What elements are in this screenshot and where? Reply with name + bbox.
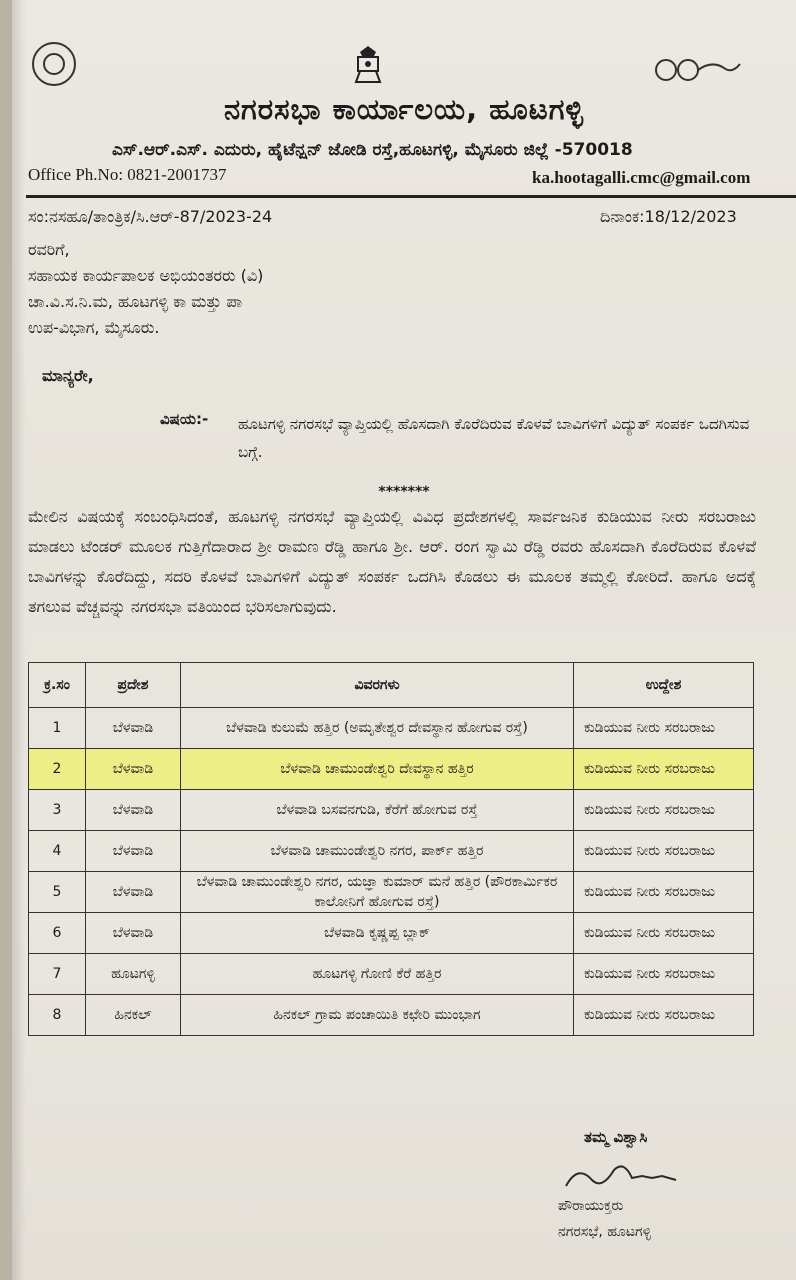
row-detail: ಬೆಳವಾಡಿ ಚಾಮುಂಡೇಶ್ವರಿ ನಗರ, ಯಜ್ಞಾ ಕುಮಾರ್ ಮನೆ ಹತ್ತಿರ (ಪೌರಕಾರ್ಮಿಕರ ಕಾಲೋನಿಗೆ ಹೋಗುವ ರಸ್ತೆ): [181, 872, 574, 913]
row-purpose: ಕುಡಿಯುವ ನೀರು ಸರಬರಾಜು: [574, 749, 754, 790]
row-sl: 3: [29, 790, 86, 831]
row-sl: 5: [29, 872, 86, 913]
recipient-line-2: ಚಾ.ವಿ.ಸ.ನಿ.ಮ, ಹೂಟಗಳ್ಳಿ ಕಾ ಮತ್ತು ಪಾ: [28, 292, 243, 311]
row-purpose: ಕುಡಿಯುವ ನೀರು ಸರಬರಾಜು: [574, 954, 754, 995]
header-details: ವಿವರಗಳು: [181, 663, 574, 708]
letter-page: [12, 0, 796, 1280]
row-detail: ಬೆಳವಾಡಿ ಚಾಮುಂಡೇಶ್ವರಿ ದೇವಸ್ಥಾನ ಹತ್ತಿರ: [181, 749, 574, 790]
row-detail: ಹಿನಕಲ್ ಗ್ರಾಮ ಪಂಚಾಯಿತಿ ಕಛೇರಿ ಮುಂಭಾಗ: [181, 995, 574, 1036]
table-row: [29, 790, 754, 831]
table-row: [29, 708, 754, 749]
row-detail: ಬೆಳವಾಡಿ ಕೃಷ್ಣಪ್ಪ ಬ್ಲಾಕ್: [181, 913, 574, 954]
reference-number: ಸಂ:ನಸಹೂ/ತಾಂತ್ರಿಕ/ಸಿ.ಆರ್-87/2023-24: [28, 207, 273, 226]
table-row: [29, 831, 754, 872]
row-detail: ಹೂಟಗಳ್ಳಿ ಗೋಣಿ ಕೆರೆ ಹತ್ತಿರ: [181, 954, 574, 995]
row-sl: 1: [29, 708, 86, 749]
page-fold-shadow: [12, 0, 26, 1280]
row-sl: 8: [29, 995, 86, 1036]
letter-date: ದಿನಾಂಕ:18/12/2023: [600, 207, 737, 226]
row-place: ಬೆಳವಾಡಿ: [86, 872, 181, 913]
recipient-to: ರವರಿಗೆ,: [28, 240, 70, 259]
municipal-logo-icon: [32, 42, 76, 86]
subject-text: ಹೂಟಗಳ್ಳಿ ನಗರಸಭೆ ವ್ಯಾಪ್ತಿಯಲ್ಲಿ ಹೊಸದಾಗಿ ಕೊರೆದಿರುವ ಕೊಳವೆ ಬಾವಿಗಳಿಗೆ ವಿದ್ಯುತ್ ಸಂಪರ್ಕ ಒದಗಿಸುವ ಬಗ್ಗೆ.: [238, 415, 750, 461]
stamp-mark-icon: [652, 56, 742, 84]
row-place: ಬೆಳವಾಡಿ: [86, 831, 181, 872]
signatory-title: ಪೌರಾಯುಕ್ತರು: [558, 1198, 624, 1214]
office-address: ಎಸ್.ಆರ್.ಎಸ್. ಎದುರು, ಹೈಟೆನ್ಷನ್ ಜೋಡಿ ರಸ್ತೆ,ಹೂಟಗಳ್ಳಿ, ಮೈಸೂರು ಜಿಲ್ಲೆ -570018: [112, 140, 633, 160]
row-sl: 7: [29, 954, 86, 995]
table-row: [29, 954, 754, 995]
body-paragraph: ಮೇಲಿನ ವಿಷಯಕ್ಕೆ ಸಂಬಂಧಿಸಿದಂತೆ, ಹೂಟಗಳ್ಳಿ ನಗರಸಭೆ ವ್ಯಾಪ್ತಿಯಲ್ಲಿ ವಿವಿಧ ಪ್ರದೇಶಗಳಲ್ಲಿ ಸಾರ್ವಜನಿಕ ಕುಡಿಯುವ ನೀರು ಸರಬರಾಜು ಮಾಡಲು ಟೆಂಡರ್ ಮೂಲಕ ಗುತ್ತಿಗೆದಾರಾದ ಶ್ರೀ ರಾಮಣ ರೆಡ್ಡಿ ಹಾಗೂ ಶ್ರೀ. ಆರ್. ರಂಗ ಸ್ವಾಮಿ ರೆಡ್ಡಿ ರವರು ಹೊಸದಾಗಿ ಕೊರೆದಿರುವ ಕೊಳವೆ ಬಾವಿಗಳನ್ನು ಕೊರೆದಿದ್ದು, ಸದರಿ ಕೊಳವೆ ಬಾವಿಗಳಿಗೆ ವಿದ್ಯುತ್ ಸಂಪರ್ಕ ಒದಗಿಸಿ ಕೊಡಲು ಈ ಮೂಲಕ ತಮ್ಮಲ್ಲಿ ಕೋರಿದೆ. ಹಾಗೂ ಅದಕ್ಕೆ ತಗಲುವ ವೆಚ್ಚವನ್ನು ನಗರಸಭಾ ವತಿಯಿಂದ ಭರಿಸಲಾಗುವುದು.: [28, 507, 756, 616]
table-row-highlighted: [29, 749, 754, 790]
recipient-line-1: ಸಹಾಯಕ ಕಾರ್ಯಪಾಲಕ ಅಭಿಯಂತರರು (ವಿ): [28, 266, 264, 285]
row-purpose: ಕುಡಿಯುವ ನೀರು ಸರಬರಾಜು: [574, 790, 754, 831]
header-purpose: ಉದ್ದೇಶ: [574, 663, 754, 708]
row-sl: 4: [29, 831, 86, 872]
salutation: ಮಾನ್ಯರೇ,: [42, 366, 94, 385]
row-place: ಹಿನಕಲ್: [86, 995, 181, 1036]
subject-label: ವಿಷಯ:-: [160, 410, 209, 428]
signatory-office: ನಗರಸಭೆ, ಹೂಟಗಳ್ಳಿ: [558, 1224, 652, 1240]
row-place: ಬೆಳವಾಡಿ: [86, 913, 181, 954]
table-row: [29, 872, 754, 913]
state-emblem-icon: [346, 42, 390, 86]
row-detail: ಬೆಳವಾಡಿ ಬಸವನಗುಡಿ, ಕೆರೆಗೆ ಹೋಗುವ ರಸ್ತೆ: [181, 790, 574, 831]
table-row: [29, 995, 754, 1036]
header-place: ಪ್ರದೇಶ: [86, 663, 181, 708]
header-divider: [26, 195, 796, 198]
row-place: ಹೂಟಗಳ್ಳಿ: [86, 954, 181, 995]
row-purpose: ಕುಡಿಯುವ ನೀರು ಸರಬರಾಜು: [574, 913, 754, 954]
row-purpose: ಕುಡಿಯುವ ನೀರು ಸರಬರಾಜು: [574, 831, 754, 872]
row-purpose: ಕುಡಿಯುವ ನೀರು ಸರಬರಾಜು: [574, 708, 754, 749]
row-sl: 2: [29, 749, 86, 790]
row-place: ಬೆಳವಾಡಿ: [86, 749, 181, 790]
office-title: ನಗರಸಭಾ ಕಾರ್ಯಾಲಯ, ಹೂಟಗಳ್ಳಿ: [223, 92, 585, 126]
row-purpose: ಕುಡಿಯುವ ನೀರು ಸರಬರಾಜು: [574, 995, 754, 1036]
handwritten-signature: [558, 1156, 698, 1196]
header-sl: ಕ್ರ.ಸಂ: [29, 663, 86, 708]
logo-inner-ring: [43, 53, 65, 75]
row-place: ಬೆಳವಾಡಿ: [86, 790, 181, 831]
separator: *******: [378, 484, 430, 500]
row-detail: ಬೆಳವಾಡಿ ಚಾಮುಂಡೇಶ್ವರಿ ನಗರ, ಪಾರ್ಕ್ ಹತ್ತಿರ: [181, 831, 574, 872]
recipient-line-3: ಉಪ-ವಿಭಾಗ, ಮೈಸೂರು.: [28, 318, 160, 337]
row-place: ಬೆಳವಾಡಿ: [86, 708, 181, 749]
office-phone: Office Ph.No: 0821-2001737: [28, 165, 227, 184]
office-email: ka.hootagalli.cmc@gmail.com: [532, 168, 751, 187]
row-purpose: ಕುಡಿಯುವ ನೀರು ಸರಬರಾಜು: [574, 872, 754, 913]
row-detail: ಬೆಳವಾಡಿ ಕುಲುಮೆ ಹತ್ತಿರ (ಅಮೃತೇಶ್ವರ ದೇವಸ್ಥಾನ ಹೋಗುವ ರಸ್ತೆ): [181, 708, 574, 749]
table-row: [29, 913, 754, 954]
closing-phrase: ತಮ್ಮ ವಿಶ್ವಾಸಿ: [584, 1128, 648, 1146]
table-header-row: [29, 663, 754, 708]
works-table: [28, 662, 754, 1036]
binder-edge: [0, 0, 12, 1280]
row-sl: 6: [29, 913, 86, 954]
